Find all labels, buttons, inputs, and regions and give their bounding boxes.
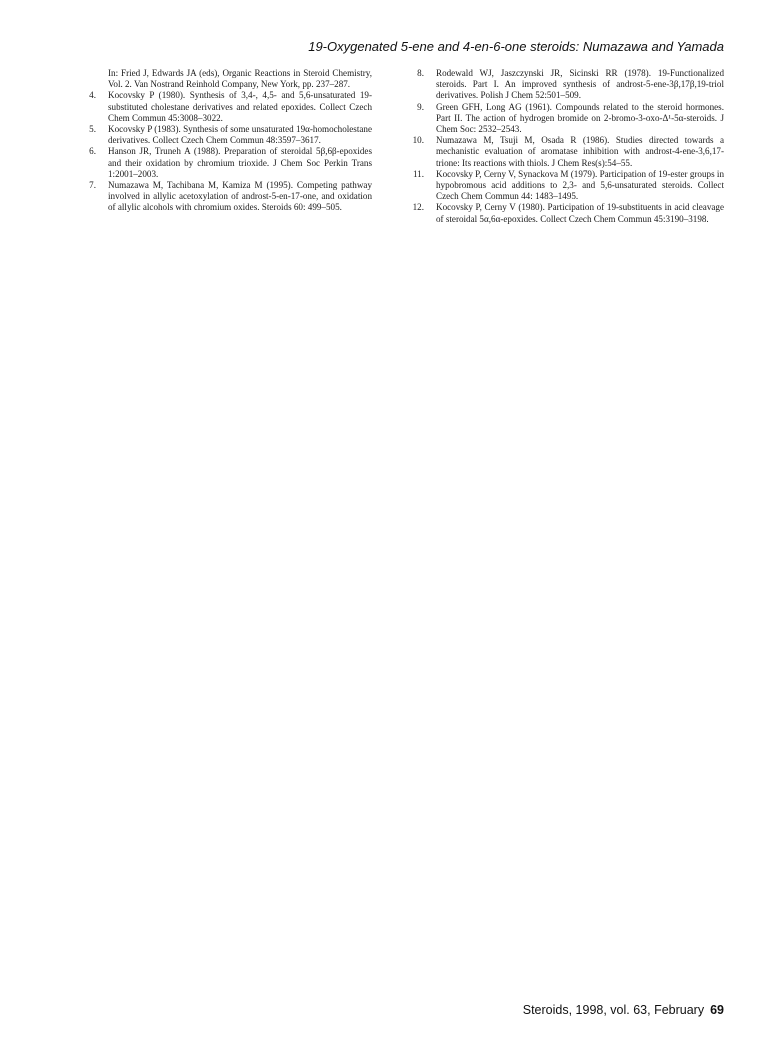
reference-item (78, 146, 372, 180)
running-head: 19-Oxygenated 5-ene and 4-en-6-one steroids: Numazawa and Yamada (308, 39, 724, 54)
reference-text: Numazawa M, Tsuji M, Osada R (1986). Studies directed towards a mechanistic evaluation of aromatase inhibition with androst-4-ene-3,6,17-trione: Its reactions with thiols. J Chem Res(s):54–55. (436, 135, 724, 168)
reference-item (78, 124, 372, 146)
page-footer (430, 1003, 724, 1017)
reference-text: Numazawa M, Tachibana M, Kamiza M (1995). Competing pathway involved in allylic acetoxylation of androst-5-en-17-one, and oxidation of allylic alcohols with chromium oxides. Steroids 60: 499–505. (108, 180, 372, 213)
reference-text: Rodewald WJ, Jaszczynski JR, Sicinski RR (1978). 19-Functionalized steroids. Part I. An improved synthesis of androst-5-ene-3β,17β,19-triol derivatives. Polish J Chem 52:501–509. (436, 68, 724, 101)
reference-number: 12. (412, 202, 424, 213)
reference-number: 11. (412, 168, 424, 179)
journal-citation: Steroids, 1998, vol. 63, February (522, 1003, 705, 1017)
reference-text: Kocovsky P, Cerny V, Synackova M (1979). Participation of 19-ester groups in hypobromous acid additions to 2,3- and 5,6-unsaturated steroids. Collect Czech Chem Commun 44: 1483–1495. (436, 168, 724, 202)
reference-number: 6. (89, 146, 96, 157)
reference-text: Kocovsky P (1983). Synthesis of some unsaturated 19α-homocholestane derivatives. Collect Czech Chem Commun 48:3597–3617. (108, 124, 372, 146)
references-left-column (78, 68, 372, 214)
reference-text: Green GFH, Long AG (1961). Compounds related to the steroid hormones. Part II. The action of hydrogen bromide on 2-bromo-3-oxo-Δ¹-5α-steroids. J Chem Soc: 2532–2543. (436, 101, 724, 135)
reference-item (78, 180, 372, 214)
reference-continuation: In: Fried J, Edwards JA (eds), Organic Reactions in Steroid Chemistry, Vol. 2. Van Nostrand Reinhold Company, New York, pp. 237–287. (108, 68, 372, 90)
reference-text: Kocovsky P (1980). Synthesis of 3,4-, 4,5- and 5,6-unsaturated 19-substituted cholestane derivatives and related epoxides. Collect Czech Chem Commun 45:3008–3022. (108, 90, 372, 123)
reference-item (406, 169, 724, 203)
reference-text: Kocovsky P, Cerny V (1980). Participation of 19-substituents in acid cleavage of steroidal 5α,6α-epoxides. Collect Czech Chem Commun 45:3190–3198. (436, 202, 724, 224)
reference-number: 5. (89, 124, 96, 135)
reference-item (406, 202, 724, 224)
reference-text: Hanson JR, Truneh A (1988). Preparation of steroidal 5β,6β-epoxides and their oxidation by chromium trioxide. J Chem Soc Perkin Trans 1:2001–2003. (108, 146, 372, 179)
reference-number: 4. (89, 90, 96, 101)
reference-item (406, 68, 724, 102)
reference-item (406, 102, 724, 136)
reference-item (406, 135, 724, 169)
references-right-column (406, 68, 724, 225)
reference-number: 8. (417, 68, 424, 78)
reference-number: 9. (417, 101, 424, 112)
page-number: 69 (710, 1003, 724, 1017)
reference-number: 10. (412, 135, 424, 146)
reference-number: 7. (89, 180, 96, 191)
reference-item (78, 90, 372, 124)
